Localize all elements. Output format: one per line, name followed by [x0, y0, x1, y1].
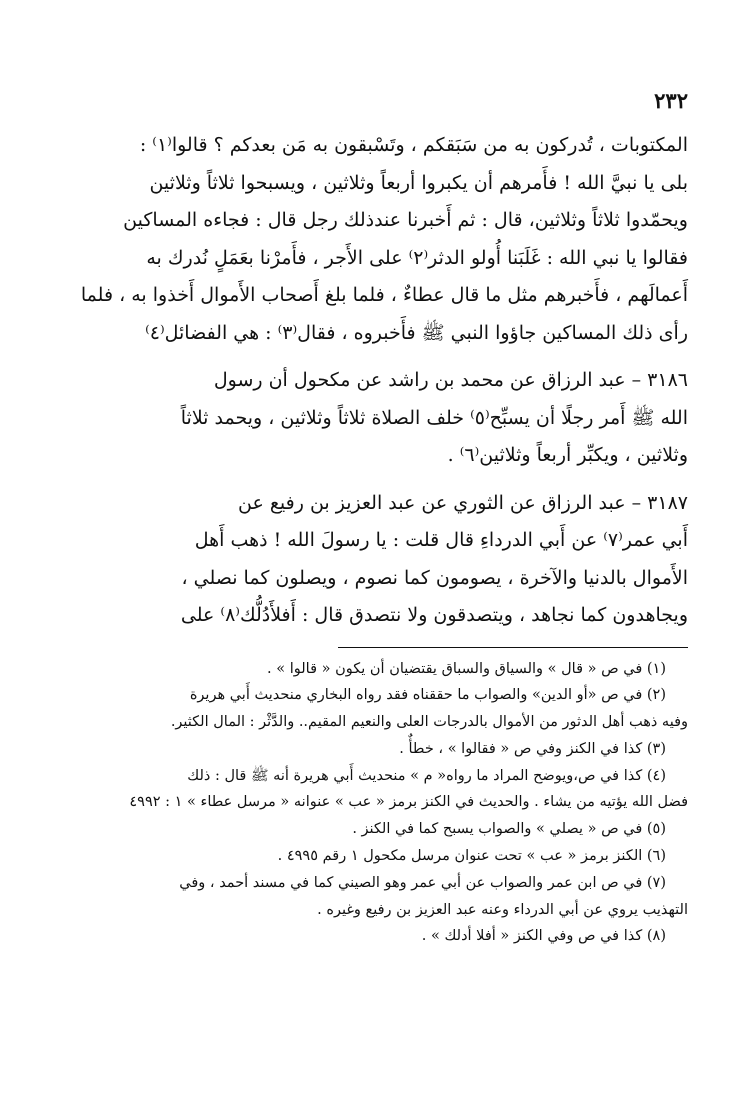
text-line: أَبي عمر⁽٧⁾ عن أَبي الدرداءِ قال قلت : يا رسولَ الله ! ذهب أَهل — [194, 529, 688, 551]
text-line: ويحمّدوا ثلاثاً وثلاثين، قال : ثم أَخبرنا عندذلك رجل قال : فجاءه المساكين — [123, 209, 688, 231]
footnote-line: (٣) كذا في الكنز وفي ص « فقالوا » ، خطأٌ . — [399, 740, 666, 757]
text-line: بلى يا نبيَّ الله ! فأَمرهم أن يكبروا أربعاً وثلاثين ، ويسبحوا ثلاثاً وثلاثين — [149, 171, 688, 194]
footnote-1 — [66, 656, 688, 683]
footnote-7 — [66, 870, 688, 924]
footnote-3 — [66, 736, 688, 763]
text-line: وثلاثين ، ويكبِّر أربعاً وثلاثين⁽٦⁾ . — [447, 444, 688, 466]
text-line: ٣١٨٧ – عبد الرزاق عن الثوري عن عبد العزيز بن رفيع عن — [237, 491, 688, 514]
footnote-line: (٥) في ص « يصلي » والصواب يسبح كما في الكنز . — [352, 821, 666, 838]
text-line: ويجاهدون كما نجاهد ، ويتصدقون ولا نتصدق قال : أَفلأَدُلُّك⁽٨⁾ على — [180, 604, 688, 626]
footnote-6 — [66, 843, 688, 870]
footnote-line: (١) في ص « قال » والسياق والسباق يقتضيان أن يكون « قالوا » . — [267, 660, 666, 677]
footnote-line: (٤) كذا في ص،ويوضح المراد ما رواه« م » منحديث أَبي هريرة أنه ﷺ قال : ذلك — [187, 767, 666, 784]
footnote-line: (٧) في ص ابن عمر والصواب عن أبي عمر وهو الصيني كما في مسند أحمد ، وفي — [179, 874, 666, 891]
footnote-8 — [66, 923, 688, 950]
footnote-divider — [338, 647, 688, 648]
footnote-line: فضل الله يؤتيه من يشاء . والحديث في الكنز برمز « عب » عنوانه « مرسل عطاء » ١ : ٤٩٩٢ — [129, 794, 688, 811]
footnotes — [66, 656, 688, 951]
footnote-line: (٢) في ص «أو الدين» والصواب ما حققناه فقد رواه البخاري منحديث أَبي هريرة — [189, 687, 666, 704]
footnote-4 — [66, 763, 688, 817]
text-line: الله ﷺ أَمر رجلًا أن يسبِّح⁽٥⁾ خلف الصلاة ثلاثاً وثلاثين ، ويحمد ثلاثاً — [180, 406, 688, 429]
footnote-5 — [66, 816, 688, 843]
text-line: أَعمالَهم ، فأَخبرهم مثل ما قال عطاءٌ ، فلما بلغ أَصحاب الأَموال أَخذوا به ، فلما — [80, 284, 688, 306]
text-line: المكتوبات ، تُدركون به من سَبَقكم ، وتَسْبقون به مَن بعدكم ؟ قالوا⁽١⁾ : — [139, 134, 688, 156]
paragraph-hadith-3187 — [66, 485, 688, 635]
paragraph-hadith-3186 — [66, 362, 688, 475]
page-number: ٢٣٢ — [654, 88, 688, 113]
paragraph-intro — [66, 127, 688, 352]
footnote-line: وفيه ذهب أهل الدثور من الأموال بالدرجات العلى والنعيم المقيم.. والدَّثْر : المال الكثير. — [170, 714, 688, 731]
main-text — [66, 127, 688, 635]
footnote-2 — [66, 682, 688, 736]
text-line: ٣١٨٦ – عبد الرزاق عن محمد بن راشد عن مكحول أن رسول — [213, 369, 688, 391]
text-line: رأى ذلك المساكين جاؤوا النبي ﷺ فأَخبروه ، فقال⁽٣⁾ : هي الفضائل⁽٤⁾ — [145, 321, 688, 344]
footnote-line: (٦) الكنز برمز « عب » تحت عنوان مرسل مكحول ١ رقم ٤٩٩٥ . — [277, 848, 666, 865]
footnote-line: التهذيب يروي عن أبي الدرداء وعنه عبد العزيز بن رفيع وغيره . — [317, 901, 688, 918]
text-line: الأَموال بالدنيا والآخرة ، يصومون كما نصوم ، ويصلون كما نصلي ، — [181, 566, 688, 589]
footnote-line: (٨) كذا في ص وفي الكنز « أفلا أدلك » . — [421, 928, 666, 945]
text-line: فقالوا يا نبي الله : غَلَبَنا أُولو الدثر⁽٢⁾ على الأَجر ، فأَمرْنا بعَمَلٍ نُدرك به — [146, 246, 688, 269]
